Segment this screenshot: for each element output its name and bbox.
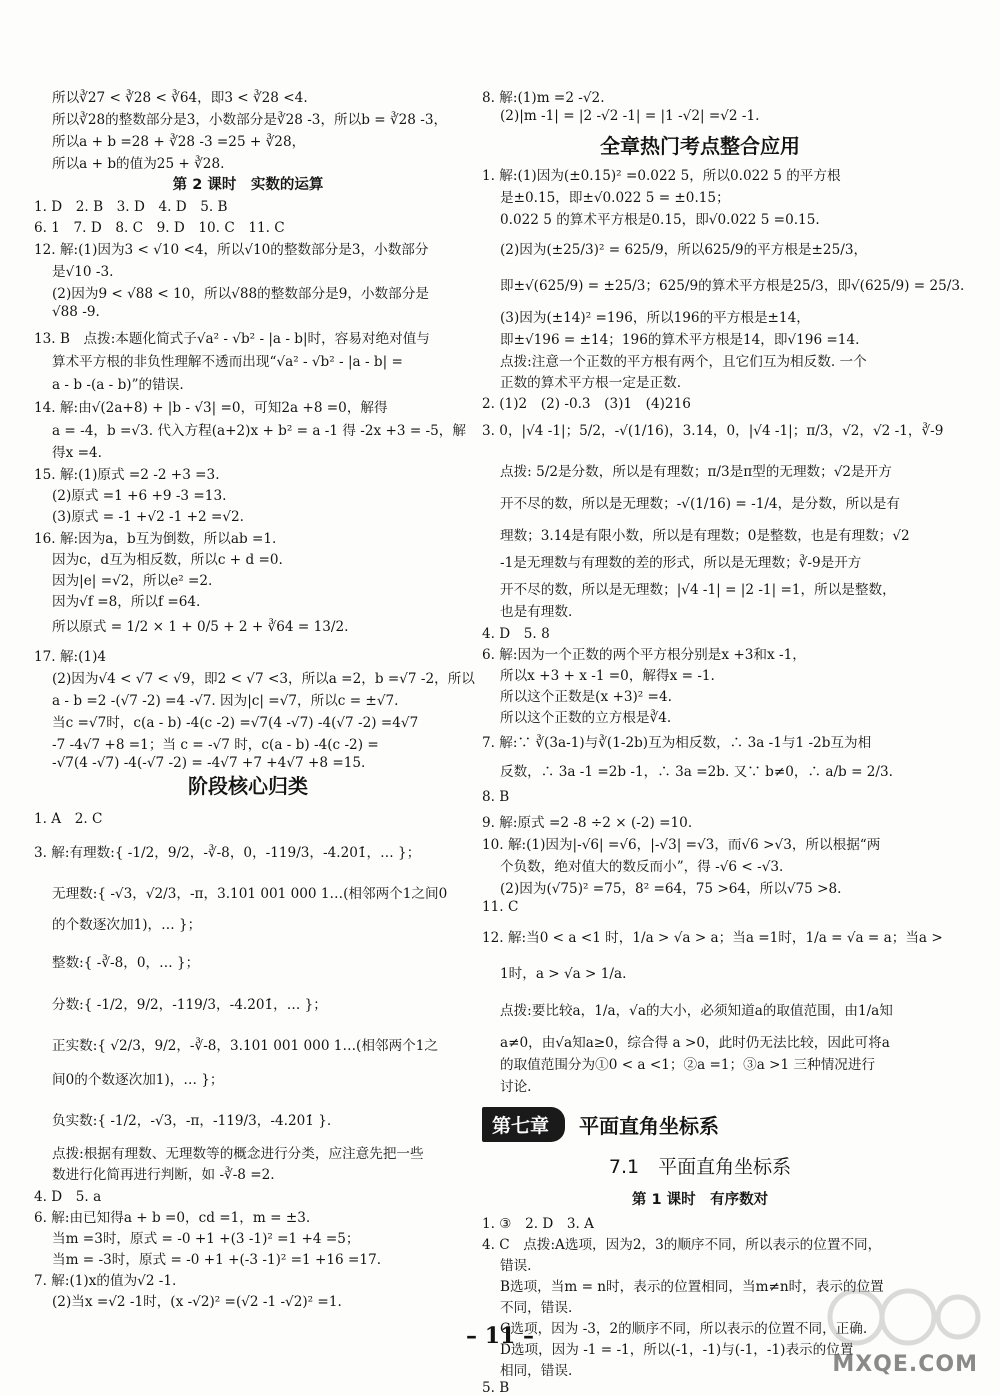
text-line: 个负数，绝对值大的数反而小”，得 -√6 < -√3. — [500, 859, 784, 875]
text-line: (2)因为√4 < √7 < √9，即2 < √7 <3，所以a =2，b =√7 -2，所以 — [52, 671, 475, 687]
text-line: 6. 1 7. D 8. C 9. D 10. C 11. C — [34, 220, 285, 236]
text-line: 所以a + b =28 + ∛28 -3 =25 + ∛28， — [52, 134, 306, 150]
text-line: 是±0.15，即±√0.022 5 = ±0.15； — [500, 190, 730, 206]
text-line: 所以原式 = 1/2 × 1 + 0/5 + 2 + ∛64 = 13/2. — [52, 619, 349, 635]
text-line: 讨论. — [500, 1079, 532, 1095]
text-line: 分数:{ -1/2，9/2，-119/3，-4.2̇01̇，… }； — [52, 997, 327, 1013]
text-line: √88 -9. — [52, 304, 100, 320]
text-line: 所以x +3 + x -1 =0，解得x = -1. — [500, 668, 715, 684]
text-line: 3. 解:有理数:{ -1/2，9/2，-∛-8，0，-119/3，-4.2̇01̇，… }； — [34, 845, 421, 861]
text-line: 数进行化简再进行判断，如 -∛-8 =2. — [52, 1167, 275, 1183]
text-line: 11. C — [482, 899, 519, 915]
text-line: 算术平方根的非负性理解不透而出现“√a² - √b² - |a - b| = — [52, 354, 403, 370]
text-line: 无理数:{ -√3，√2/3，-π，3.101 001 000 1…(相邻两个1之间0 — [52, 886, 448, 902]
text-line: 所以∛28的整数部分是3，小数部分是∛28 -3，所以b = ∛28 -3， — [52, 112, 448, 128]
text-line: 因为√f =8，所以f =64. — [52, 594, 201, 610]
text-line: 整数:{ -∛-8，0，… }； — [52, 955, 200, 971]
text-line: 4. D 5. 8 — [482, 626, 550, 642]
text-line: -7 -4√7 +8 =1；当 c = -√7 时，c(a - b) -4(c -2) = — [52, 737, 379, 753]
text-line: (3)原式 = -1 +√2 -1 +2 =√2. — [52, 509, 245, 525]
text-line: a - b -(a - b)”的错误. — [52, 377, 184, 393]
text-line: 13. B 点拨:本题化简式子√a² - √b² - |a - b|时，容易对绝对值与 — [34, 331, 430, 347]
text-line: B选项，当m = n时，表示的位置相同，当m≠n时，表示的位置 — [500, 1279, 884, 1295]
text-line: a = -4，b =√3. 代入方程(a+2)x + b² = a -1 得 -2x +3 = -5，解 — [52, 423, 466, 439]
text-line: 0.022 5 的算术平方根是0.15，即√0.022 5 =0.15. — [500, 212, 820, 228]
text-line: 14. 解:由√(2a+8) + |b - √3| =0，可知2a +8 =0，解得 — [34, 400, 388, 416]
text-line: 2. (1)2 (2) -0.3 (3)1 (4)216 — [482, 396, 691, 412]
text-line: (2)因为9 < √88 < 10，所以√88的整数部分是9，小数部分是 — [52, 286, 429, 302]
text-line: 的个数逐次加1)，… }； — [52, 917, 202, 933]
section-heading-hot: 全章热门考点整合应用 — [600, 134, 800, 158]
text-line: C选项，因为 -3，2的顺序不同，所以表示的位置不同，正确. — [500, 1321, 868, 1337]
text-line: 当m =3时，原式 = -0 +1 +(3 -1)² =1 +4 =5； — [52, 1231, 360, 1247]
text-line: 所以这个正数的立方根是∛4. — [500, 710, 672, 726]
text-line: a≠0，由√a知a≥0，综合得 a >0，此时仍无法比较，因此可将a — [500, 1035, 890, 1051]
text-line: 反数，∴ 3a -1 =2b -1，∴ 3a =2b. 又∵ b≠0，∴ a/b = 2/3. — [500, 764, 893, 780]
text-line: 所以∛27 < ∛28 < ∛64，即3 < ∛28 <4. — [52, 90, 308, 106]
section-heading-core: 阶段核心归类 — [188, 774, 308, 798]
chapter-heading — [482, 1106, 719, 1142]
text-line: 的取值范围分为①0 < a <1；②a =1；③a >1 三种情况进行 — [500, 1057, 876, 1073]
text-line: (2)|m -1| = |2 -√2 -1| = |1 -√2| =√2 -1. — [500, 108, 760, 124]
text-line: 开不尽的数，所以是无理数；|√4 -1| = |2 -1| =1，所以是整数， — [500, 582, 896, 598]
text-line: 6. 解:由已知得a + b =0，cd =1，m = ±3. — [34, 1210, 311, 1226]
text-line: 4. C 点拨:A选项，因为2，3的顺序不同，所以表示的位置不同， — [482, 1237, 882, 1253]
text-line: 不同，错误. — [500, 1300, 573, 1316]
text-line: a - b =2 -(√7 -2) =4 -√7. 因为|c| =√7，所以c = ±√7. — [52, 693, 399, 709]
text-line: -1是无理数与有理数的差的形式，所以是无理数；∛-9是开方 — [500, 555, 862, 571]
text-line: 1. 解:(1)因为(±0.15)² =0.022 5，所以0.022 5 的平方根 — [482, 168, 841, 184]
text-line: (2)因为(±25/3)² = 625/9，所以625/9的平方根是±25/3， — [500, 242, 868, 258]
text-line: 是√10 -3. — [52, 264, 114, 280]
text-line: 即±√(625/9) = ±25/3；625/9的算术平方根是25/3，即√(625/9) = 25/3. — [500, 278, 965, 294]
text-line: 7. 解:∵ ∛(3a-1)与∛(1-2b)互为相反数，∴ 3a -1与1 -2b互为相 — [482, 735, 872, 751]
text-line: D选项，因为 -1 = -1，所以(-1，-1)与(-1，-1)表示的位置 — [500, 1342, 854, 1358]
text-line: 15. 解:(1)原式 =2 -2 +3 =3. — [34, 467, 220, 483]
text-line: 因为c，d互为相反数，所以c + d =0. — [52, 552, 283, 568]
text-line: 负实数:{ -1/2，-√3，-π，-119/3，-4.2̇01̇ }. — [52, 1113, 332, 1129]
chapter-badge: 第七章 — [482, 1107, 565, 1142]
text-line: 12. 解:(1)因为3 < √10 <4，所以√10的整数部分是3，小数部分 — [34, 242, 429, 258]
text-line: 8. 解:(1)m =2 -√2. — [482, 90, 605, 106]
section-heading-7-1: 7.1 平面直角坐标系 — [608, 1156, 792, 1178]
text-line: 理数；3.14是有限小数，所以是有理数；0是整数，也是有理数；√2 — [500, 528, 910, 544]
text-line: 12. 解:当0 < a <1 时，1/a > √a > a；当a =1时，1/a = √a = a；当a > — [482, 930, 943, 946]
section-heading-lesson1: 第 1 课时 有序数对 — [631, 1192, 769, 1208]
text-line: 正实数:{ √2/3，9/2，-∛-8，3.101 001 000 1…(相邻两个1之 — [52, 1038, 438, 1054]
text-line: 17. 解:(1)4 — [34, 649, 107, 665]
text-line: 6. 解:因为一个正数的两个平方根分别是x +3和x -1， — [482, 647, 806, 663]
text-line: 点拨: 5/2是分数，所以是有理数；π/3是π型的无理数；√2是开方 — [500, 464, 892, 480]
text-line: 因为|e| =√2，所以e² =2. — [52, 573, 213, 589]
text-line: (2)原式 =1 +6 +9 -3 =13. — [52, 488, 227, 504]
text-line: 所以这个正数是(x +3)² =4. — [500, 689, 672, 705]
text-line: 也是有理数. — [500, 604, 573, 620]
text-line: 5. B — [482, 1380, 510, 1396]
text-line: 点拨:注意一个正数的平方根有两个，且它们互为相反数. 一个 — [500, 354, 867, 370]
text-line: 当c =√7时，c(a - b) -4(c -2) =√7(4 -√7) -4(√7 -2) =4√7 — [52, 715, 419, 731]
page-number: – 11 – — [466, 1323, 534, 1349]
text-line: 点拨:要比较a，1/a，√a的大小，必须知道a的取值范围，由1/a知 — [500, 1003, 893, 1019]
text-line: 所以a + b的值为25 + ∛28. — [52, 156, 225, 172]
text-line: 正数的算术平方根一定是正数. — [500, 375, 682, 391]
text-line: 得x =4. — [52, 445, 102, 461]
text-line: 9. 解:原式 =2 -8 ÷2 × (-2) =10. — [482, 815, 693, 831]
text-line: 8. B — [482, 789, 510, 805]
text-line: (3)因为(±14)² =196，所以196的平方根是±14， — [500, 310, 810, 326]
text-line: (2)因为(√75)² =75，8² =64，75 >64，所以√75 >8. — [500, 881, 842, 897]
text-line: 点拨:根据有理数、无理数等的概念进行分类，应注意先把一些 — [52, 1146, 424, 1162]
text-line: 错误. — [500, 1258, 532, 1274]
text-line: 当m = -3时，原式 = -0 +1 +(-3 -1)² =1 +16 =17. — [52, 1252, 382, 1268]
text-line: -√7(4 -√7) -4(-√7 -2) = -4√7 +7 +4√7 +8 =15. — [52, 755, 366, 771]
text-line: (2)当x =√2 -1时，(x -√2)² =(√2 -1 -√2)² =1. — [52, 1294, 342, 1310]
text-line: 开不尽的数，所以是无理数；-√(1/16) = -1/4，是分数，所以是有 — [500, 496, 900, 512]
text-line: 1. ③ 2. D 3. A — [482, 1216, 594, 1232]
text-line: 相同，错误. — [500, 1363, 573, 1379]
text-line: 10. 解:(1)因为|-√6| =√6，|-√3| =√3，而√6 >√3，所以根据“两 — [482, 837, 881, 853]
section-heading-lesson2: 第 2 课时 实数的运算 — [172, 177, 324, 193]
text-line: 7. 解:(1)x的值为√2 -1. — [34, 1273, 177, 1289]
text-line: 1. D 2. B 3. D 4. D 5. B — [34, 199, 228, 215]
text-line: 即±√196 = ±14；196的算术平方根是14，即√196 =14. — [500, 332, 860, 348]
watermark-text: MXQE.COM — [832, 1352, 978, 1377]
text-line: 16. 解:因为a，b互为倒数，所以ab =1. — [34, 531, 277, 547]
text-line: 4. D 5. a — [34, 1189, 102, 1205]
text-line: 间0的个数逐次加1)，… }； — [52, 1072, 224, 1088]
text-line: 3. 0，|√4 -1|；5/2，-√(1/16)，3.14，0，|√4 -1|；π/3，√2，√2 -1，∛-9 — [482, 423, 944, 439]
text-line: 1时，a > √a > 1/a. — [500, 966, 627, 982]
text-line: 1. A 2. C — [34, 811, 103, 827]
chapter-title: 平面直角坐标系 — [579, 1113, 720, 1138]
